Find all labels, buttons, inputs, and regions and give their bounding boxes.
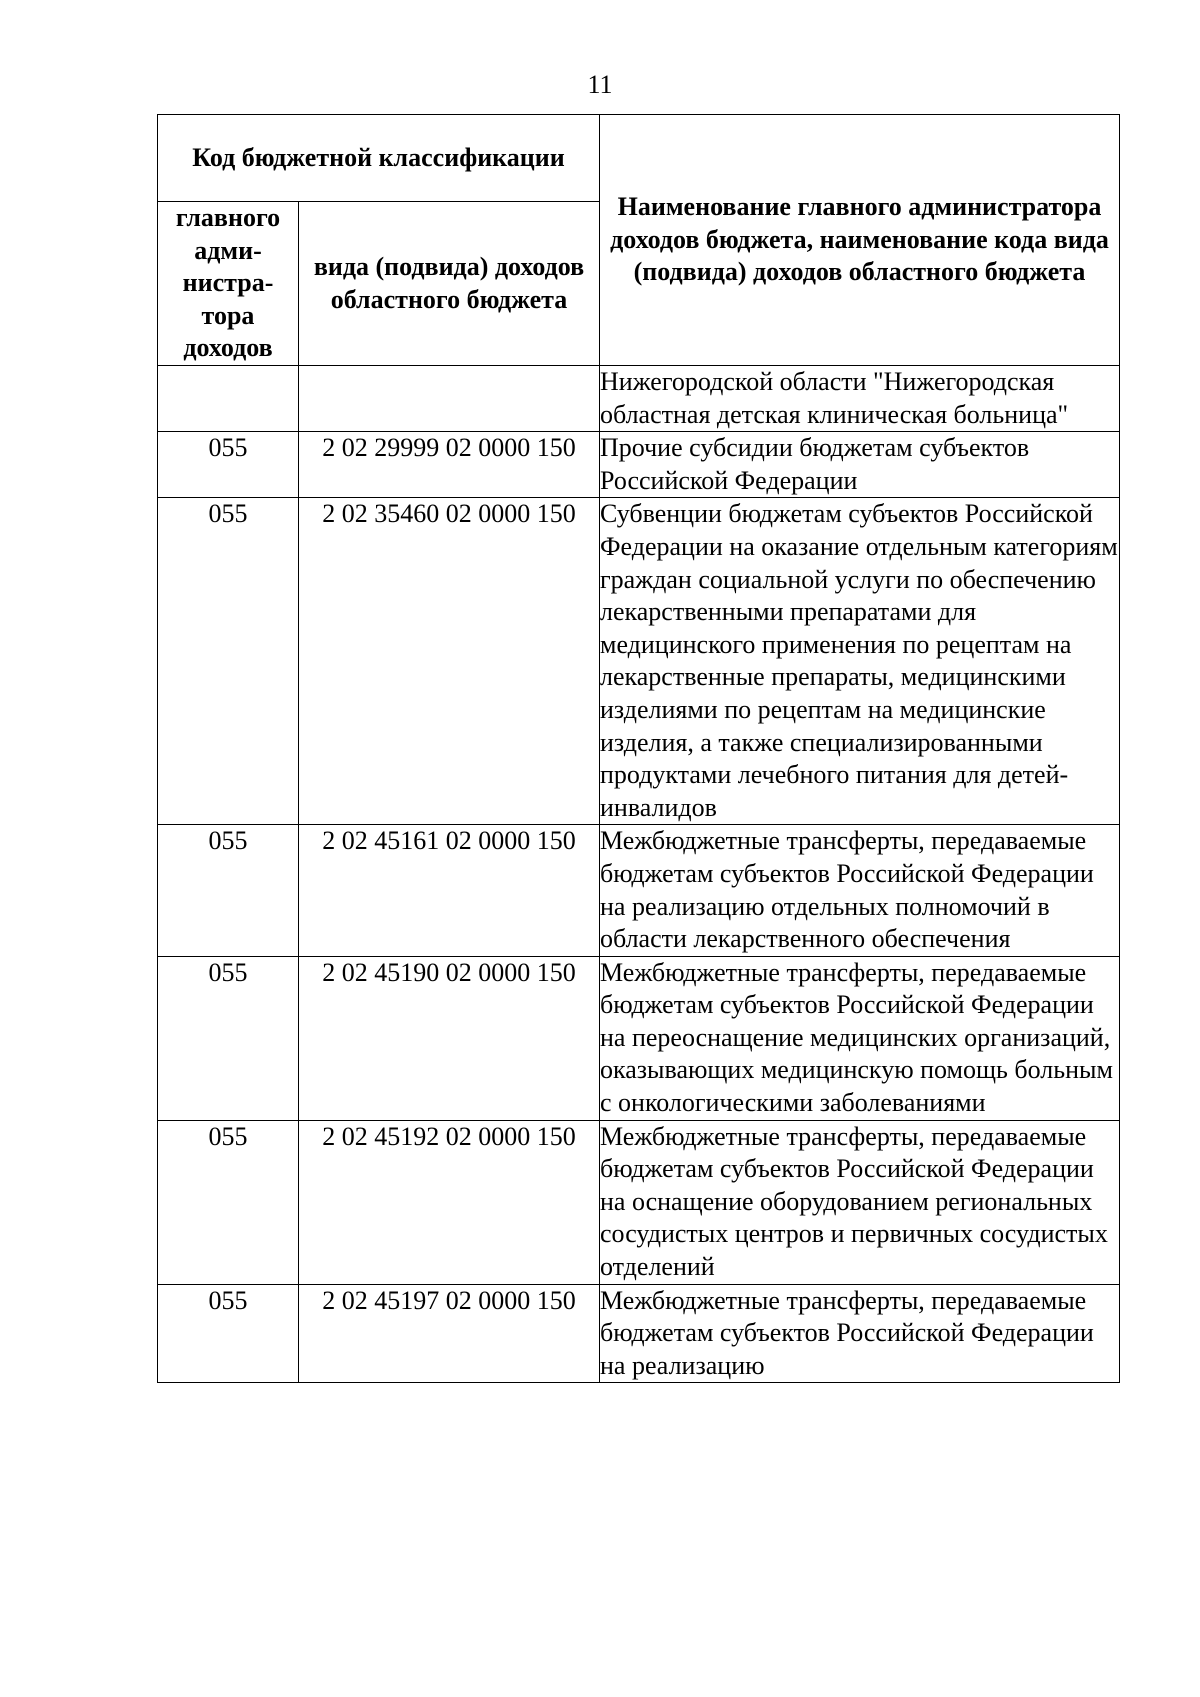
admin-code-cell: 055 xyxy=(158,825,299,956)
revenue-code-cell: 2 02 45192 02 0000 150 xyxy=(299,1120,600,1284)
revenue-name-cell: Субвенции бюджетам субъектов Российской Федерации на оказание отдельным категориям граждан социальной услуги по обеспечению лекарственными препаратами для медицинского применения по рецептам на лекарственные препараты, медицинскими изделиями по рецептам на медицинские изделия, а также специализированными продуктами лечебного питания для детей-инвалидов xyxy=(600,498,1120,825)
header-admin-column: главного адми- нистра- тора доходов xyxy=(158,202,299,366)
admin-code-cell: 055 xyxy=(158,498,299,825)
page-number: 11 xyxy=(587,70,613,99)
revenue-code-cell: 2 02 35460 02 0000 150 xyxy=(299,498,600,825)
revenue-name-cell: Прочие субсидии бюджетам субъектов Российской Федерации xyxy=(600,432,1120,498)
table-header xyxy=(158,115,1120,366)
admin-code-cell: 055 xyxy=(158,1120,299,1284)
table-row xyxy=(158,956,1120,1120)
revenue-code-cell: 2 02 45161 02 0000 150 xyxy=(299,825,600,956)
admin-code-cell: 055 xyxy=(158,1284,299,1383)
revenue-name-cell: Межбюджетные трансферты, передаваемые бюджетам субъектов Российской Федерации на реализацию отдельных полномочий в области лекарственного обеспечения xyxy=(600,825,1120,956)
table-row xyxy=(158,1284,1120,1383)
revenue-name-cell: Межбюджетные трансферты, передаваемые бюджетам субъектов Российской Федерации на реализацию xyxy=(600,1284,1120,1383)
table-row xyxy=(158,1120,1120,1284)
revenue-name-cell: Межбюджетные трансферты, передаваемые бюджетам субъектов Российской Федерации на переоснащение медицинских организаций, оказывающих медицинскую помощь больным с онкологическими заболеваниями xyxy=(600,956,1120,1120)
header-code-column: вида (подвида) доходов областного бюджета xyxy=(299,202,600,366)
revenue-code-cell: 2 02 29999 02 0000 150 xyxy=(299,432,600,498)
revenue-code-cell xyxy=(299,366,600,432)
admin-code-cell: 055 xyxy=(158,956,299,1120)
budget-classification-table xyxy=(157,114,1120,1383)
table-body xyxy=(158,366,1120,1383)
table-row xyxy=(158,498,1120,825)
revenue-code-cell: 2 02 45197 02 0000 150 xyxy=(299,1284,600,1383)
table-row xyxy=(158,825,1120,956)
admin-code-cell: 055 xyxy=(158,432,299,498)
revenue-name-cell: Межбюджетные трансферты, передаваемые бюджетам субъектов Российской Федерации на оснащение оборудованием региональных сосудистых центров и первичных сосудистых отделений xyxy=(600,1120,1120,1284)
table-row xyxy=(158,432,1120,498)
header-name-column: Наименование главного администратора доходов бюджета, наименование кода вида (подвида) доходов областного бюджета xyxy=(600,115,1120,366)
table-row xyxy=(158,366,1120,432)
admin-code-cell xyxy=(158,366,299,432)
revenue-code-cell: 2 02 45190 02 0000 150 xyxy=(299,956,600,1120)
header-budget-code-group: Код бюджетной классификации xyxy=(158,115,600,202)
revenue-name-cell: Нижегородской области "Нижегородская областная детская клиническая больница" xyxy=(600,366,1120,432)
